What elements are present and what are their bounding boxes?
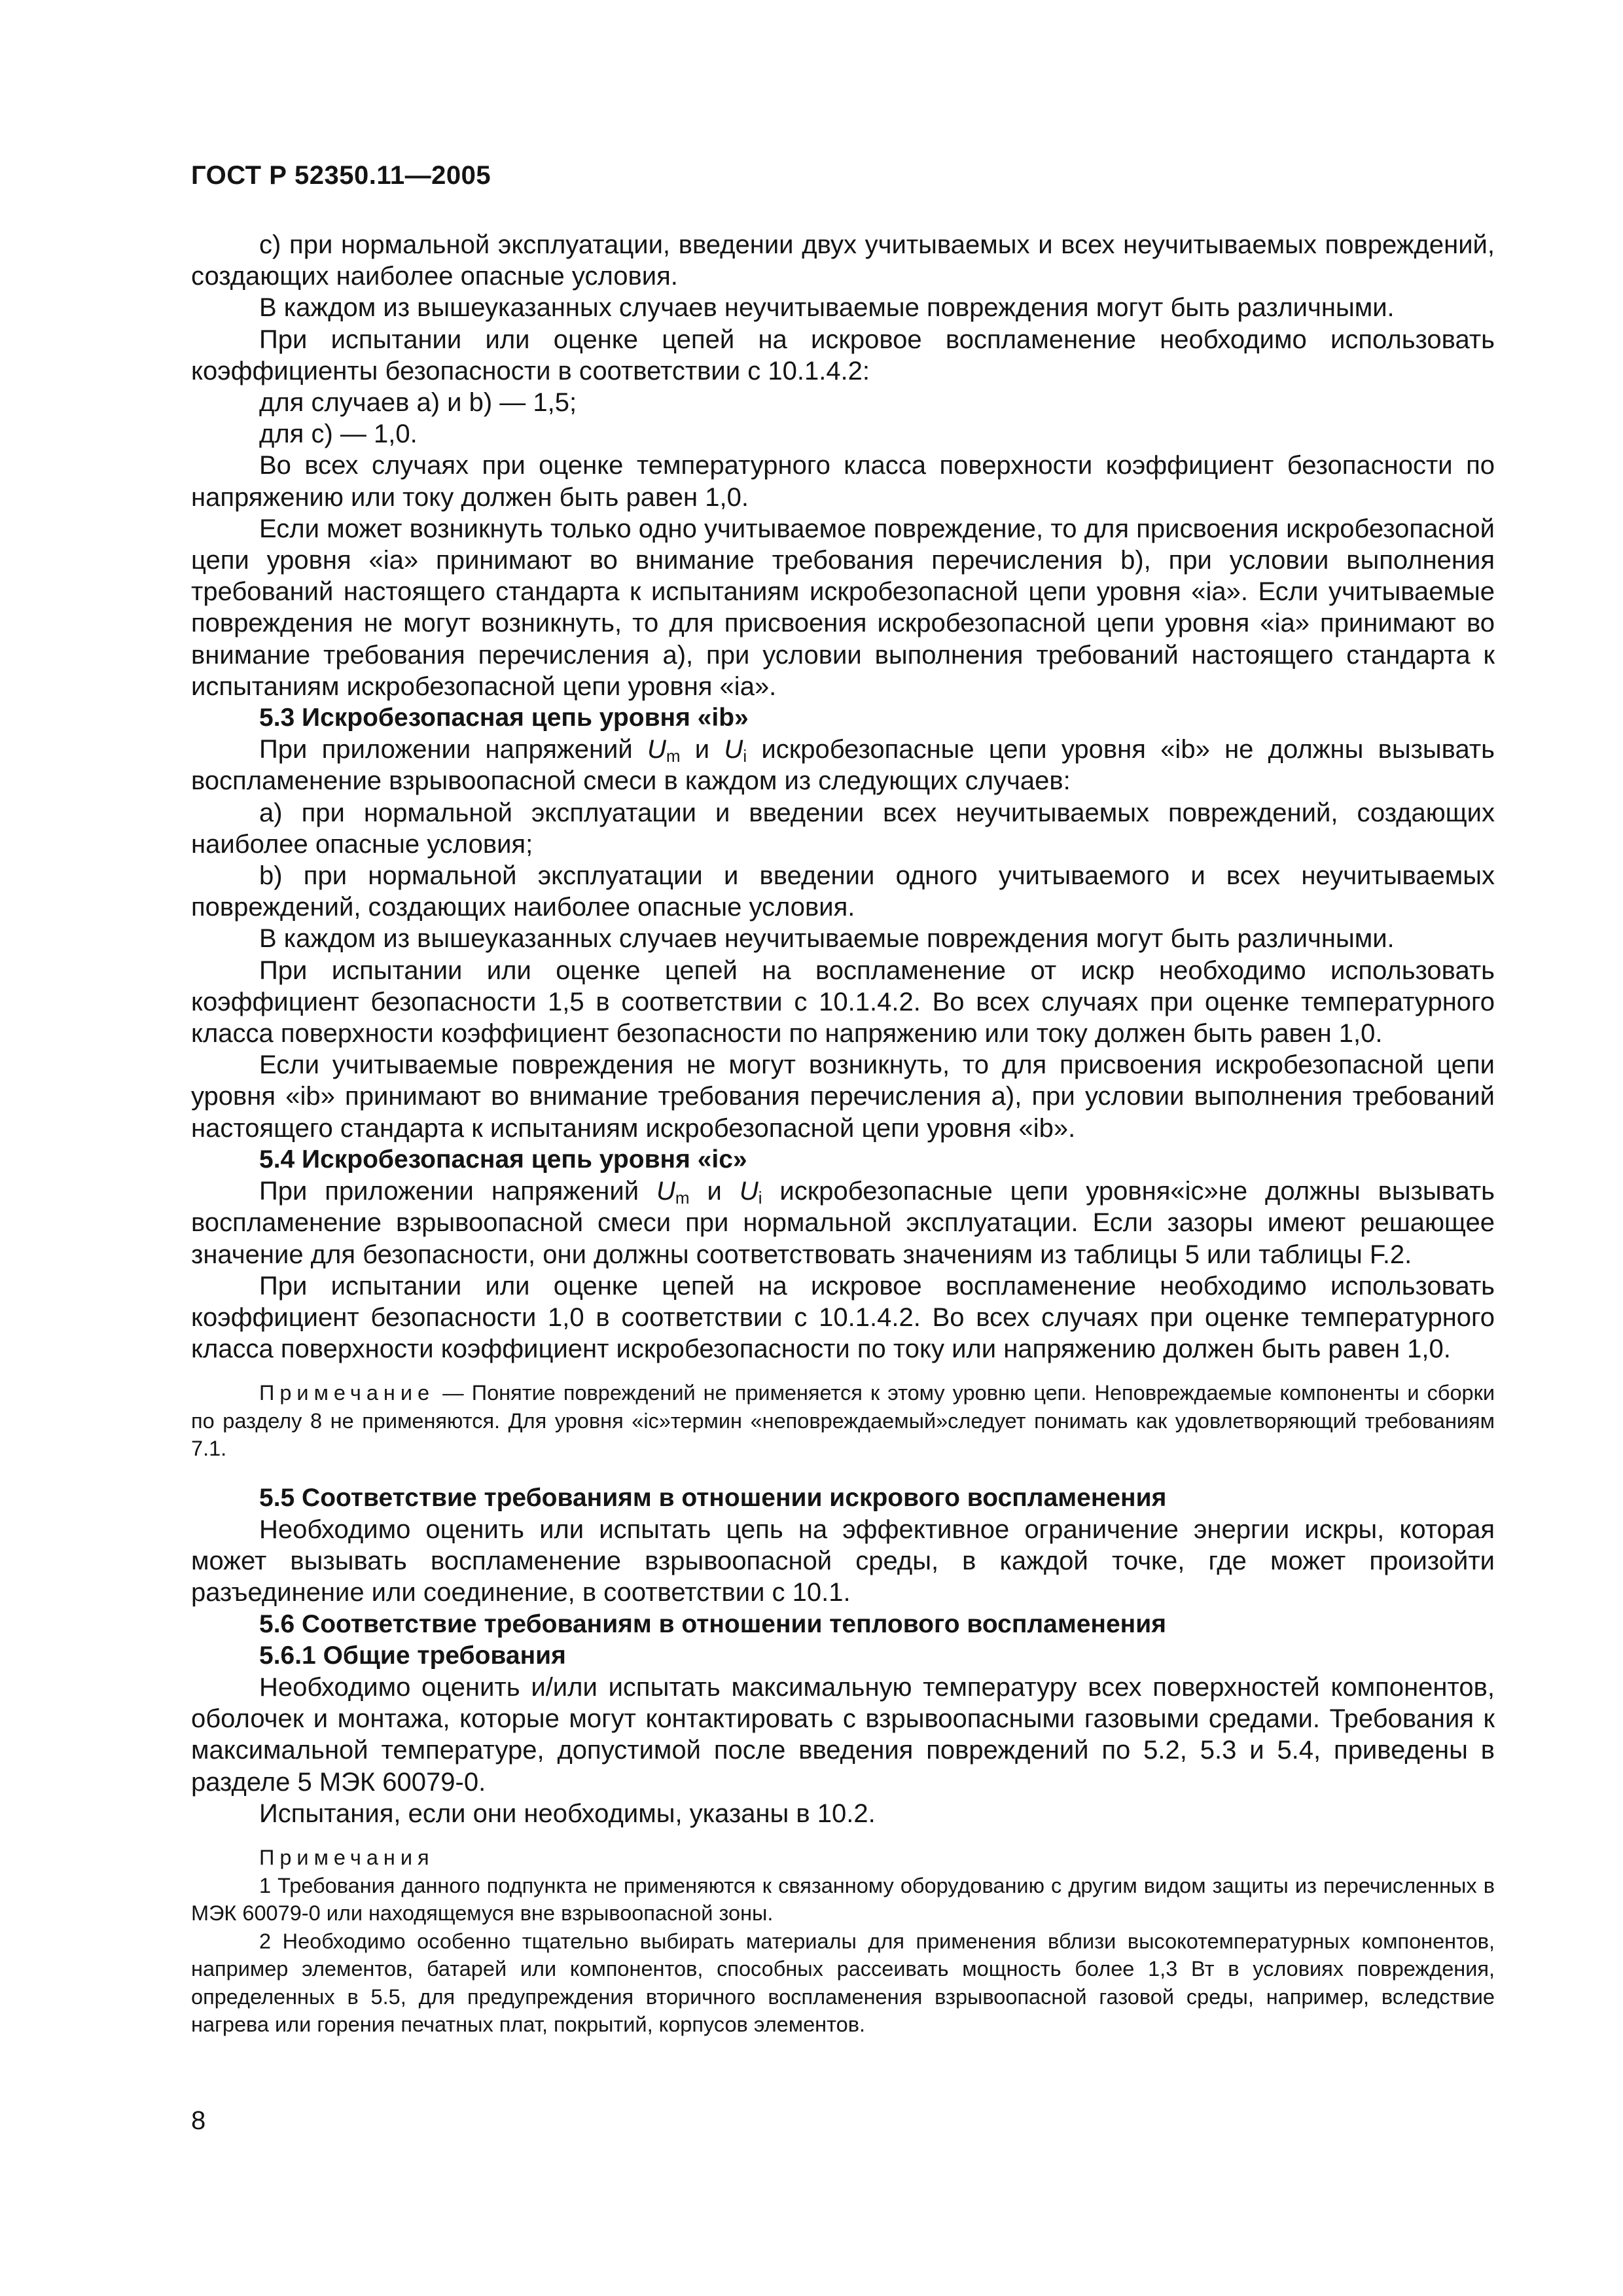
note-1: 1 Требования данного подпункта не применяются к связанному оборудованию с другим видом защиты из перечисленных в МЭК 60079-0 или находящемуся вне взрывоопасной зоны.: [191, 1873, 1495, 1926]
paragraph: Необходимо оценить и/или испытать максимальную температуру всех поверхностей компонентов, оболочек и монтажа, которые могут контактировать с взрывоопасными газовыми средами. Требования к максимальной температуре, допустимой после введения повреждений по 5.2, 5.3 и 5.4, приведены в разделе 5 МЭК 60079-0.: [191, 1673, 1495, 1797]
paragraph: [191, 1175, 1495, 1270]
list-item-b: b) при нормальной эксплуатации и введении одного учитываемого и всех неучитываемых повреждений, создающих наиболее опасные условия.: [191, 861, 1495, 922]
spacer: [191, 1829, 1495, 1844]
subscript: i: [743, 746, 747, 766]
paragraph: Если может возникнуть только одно учитываемое повреждение, то для присвоения искробезопасной цепи уровня «ia» принимают во внимание требования перечисления b), при условии выполнения требований настоящего стандарта к испытаниям искробезопасной цепи уровня «ia». Если учитываемые повреждения не могут возникнуть, то для присвоения искробезопасной цепи уровня «ia» принимают во внимание требования перечисления а), при условии выполнения требований настоящего стандарта к испытаниям искробезопасной цепи уровня «ia».: [191, 514, 1495, 701]
paragraph: Если учитываемые повреждения не могут возникнуть, то для присвоения искробезопасной цепи уровня «ib» принимают во внимание требования перечисления а), при условии выполнения требований настоящего стандарта к испытаниям искробезопасной цепи уровня «ib».: [191, 1050, 1495, 1143]
note-2: 2 Необходимо особенно тщательно выбирать материалы для применения вблизи высокотемпературных компонентов, например элементов, батарей или компонентов, способных рассеивать мощность более 1,3 Вт в условиях повреждения, определенных в 5.5, для предупреждения вторичного воспламенения взрывоопасной газовой среды, например, вследствие нагрева или горения печатных плат, покрытий, корпусов элементов.: [191, 1929, 1495, 2037]
text-run: искробезопасные цепи уровня «ib» не должны вызывать воспламенение взрывоопасной смеси в каждом из следующих случаев:: [191, 735, 1495, 796]
list-item-a: а) при нормальной эксплуатации и введении всех неучитываемых повреждений, создающих наиболее опасные условия;: [191, 798, 1495, 859]
document-body: [191, 229, 1495, 2039]
note-label: Примечание: [259, 1381, 435, 1405]
spacer: [191, 1463, 1495, 1482]
section-heading-5-3: 5.3 Искробезопасная цепь уровня «ib»: [259, 704, 749, 732]
text-run: искробезопасные цепи уровня«ic»не должны вызывать воспламенение взрывоопасной смеси при нормальной эксплуатации. Если зазоры имеют решающее значение для безопасности, они должны соответствовать значениям из таблицы 5 или таблицы F.2.: [191, 1177, 1495, 1269]
subsection-heading-5-6-1: 5.6.1 Общие требования: [259, 1641, 566, 1670]
list-line: для с) — 1,0.: [259, 420, 418, 449]
notes-label: Примечания: [259, 1846, 435, 1870]
symbol-u: U: [656, 1177, 675, 1206]
text-run: При приложении напряжений: [259, 1177, 657, 1206]
paragraph: При испытании или оценке цепей на воспламенение от искр необходимо использовать коэффициент безопасности 1,5 в соответствии с 10.1.4.2. Во всех случаях при оценке температурного класса поверхности коэффициент безопасности по напряжению или току должен быть равен 1,0.: [191, 956, 1495, 1049]
document-header: ГОСТ Р 52350.11—2005: [191, 161, 491, 190]
paragraph: В каждом из вышеуказанных случаев неучитываемые повреждения могут быть различными.: [259, 293, 1395, 323]
section-heading-5-5: 5.5 Соответствие требованиям в отношении искрового воспламенения: [259, 1483, 1167, 1512]
paragraph: Необходимо оценить или испытать цепь на эффективное ограничение энергии искры, которая может вызывать воспламенение взрывоопасной среды, в каждой точке, где может произойти разъединение или соединение, в соответствии с 10.1.: [191, 1515, 1495, 1607]
paragraph: В каждом из вышеуказанных случаев неучитываемые повреждения могут быть различными.: [259, 924, 1395, 954]
symbol-u: U: [724, 735, 743, 764]
section-heading-5-6: 5.6 Соответствие требованиям в отношении теплового воспламенения: [259, 1609, 1166, 1638]
page-number: 8: [191, 2106, 206, 2135]
list-item-c: с) при нормальной эксплуатации, введении двух учитываемых и всех неучитываемых повреждений, создающих наиболее опасные условия.: [191, 230, 1495, 291]
paragraph: При испытании или оценке цепей на искровое воспламенение необходимо использовать коэффициенты безопасности в соответствии с 10.1.4.2:: [191, 325, 1495, 386]
symbol-u: U: [647, 735, 666, 764]
paragraph: Испытания, если они необходимы, указаны в 10.2.: [259, 1799, 876, 1828]
text-run: и: [689, 1177, 740, 1206]
note-text: — Понятие повреждений не применяется к этому уровню цепи. Неповреждаемые компоненты и сборки по разделу 8 не применяются. Для уровня «ic»термин «неповреждаемый»следует понимать как удовлетворяющий требованиям 7.1.: [191, 1381, 1495, 1461]
subscript: i: [758, 1188, 762, 1208]
text-run: и: [680, 735, 724, 764]
list-line: для случаев а) и b) — 1,5;: [259, 388, 577, 418]
text-run: При приложении напряжений: [259, 735, 647, 764]
paragraph: [191, 734, 1495, 797]
subscript: m: [666, 746, 681, 766]
paragraph: При испытании или оценке цепей на искровое воспламенение необходимо использовать коэффициент безопасности 1,0 в соответствии с 10.1.4.2. Во всех случаях при оценке температурного класса поверхности коэффициент искробезопасности по току или напряжению должен быть равен 1,0.: [191, 1271, 1495, 1364]
section-heading-5-4: 5.4 Искробезопасная цепь уровня «ic»: [259, 1145, 747, 1174]
spacer: [191, 1365, 1495, 1379]
subscript: m: [675, 1188, 690, 1208]
paragraph: Во всех случаях при оценке температурного класса поверхности коэффициент безопасности по напряжению или току должен быть равен 1,0.: [191, 451, 1495, 512]
note: [191, 1379, 1495, 1463]
symbol-u: U: [739, 1177, 758, 1206]
